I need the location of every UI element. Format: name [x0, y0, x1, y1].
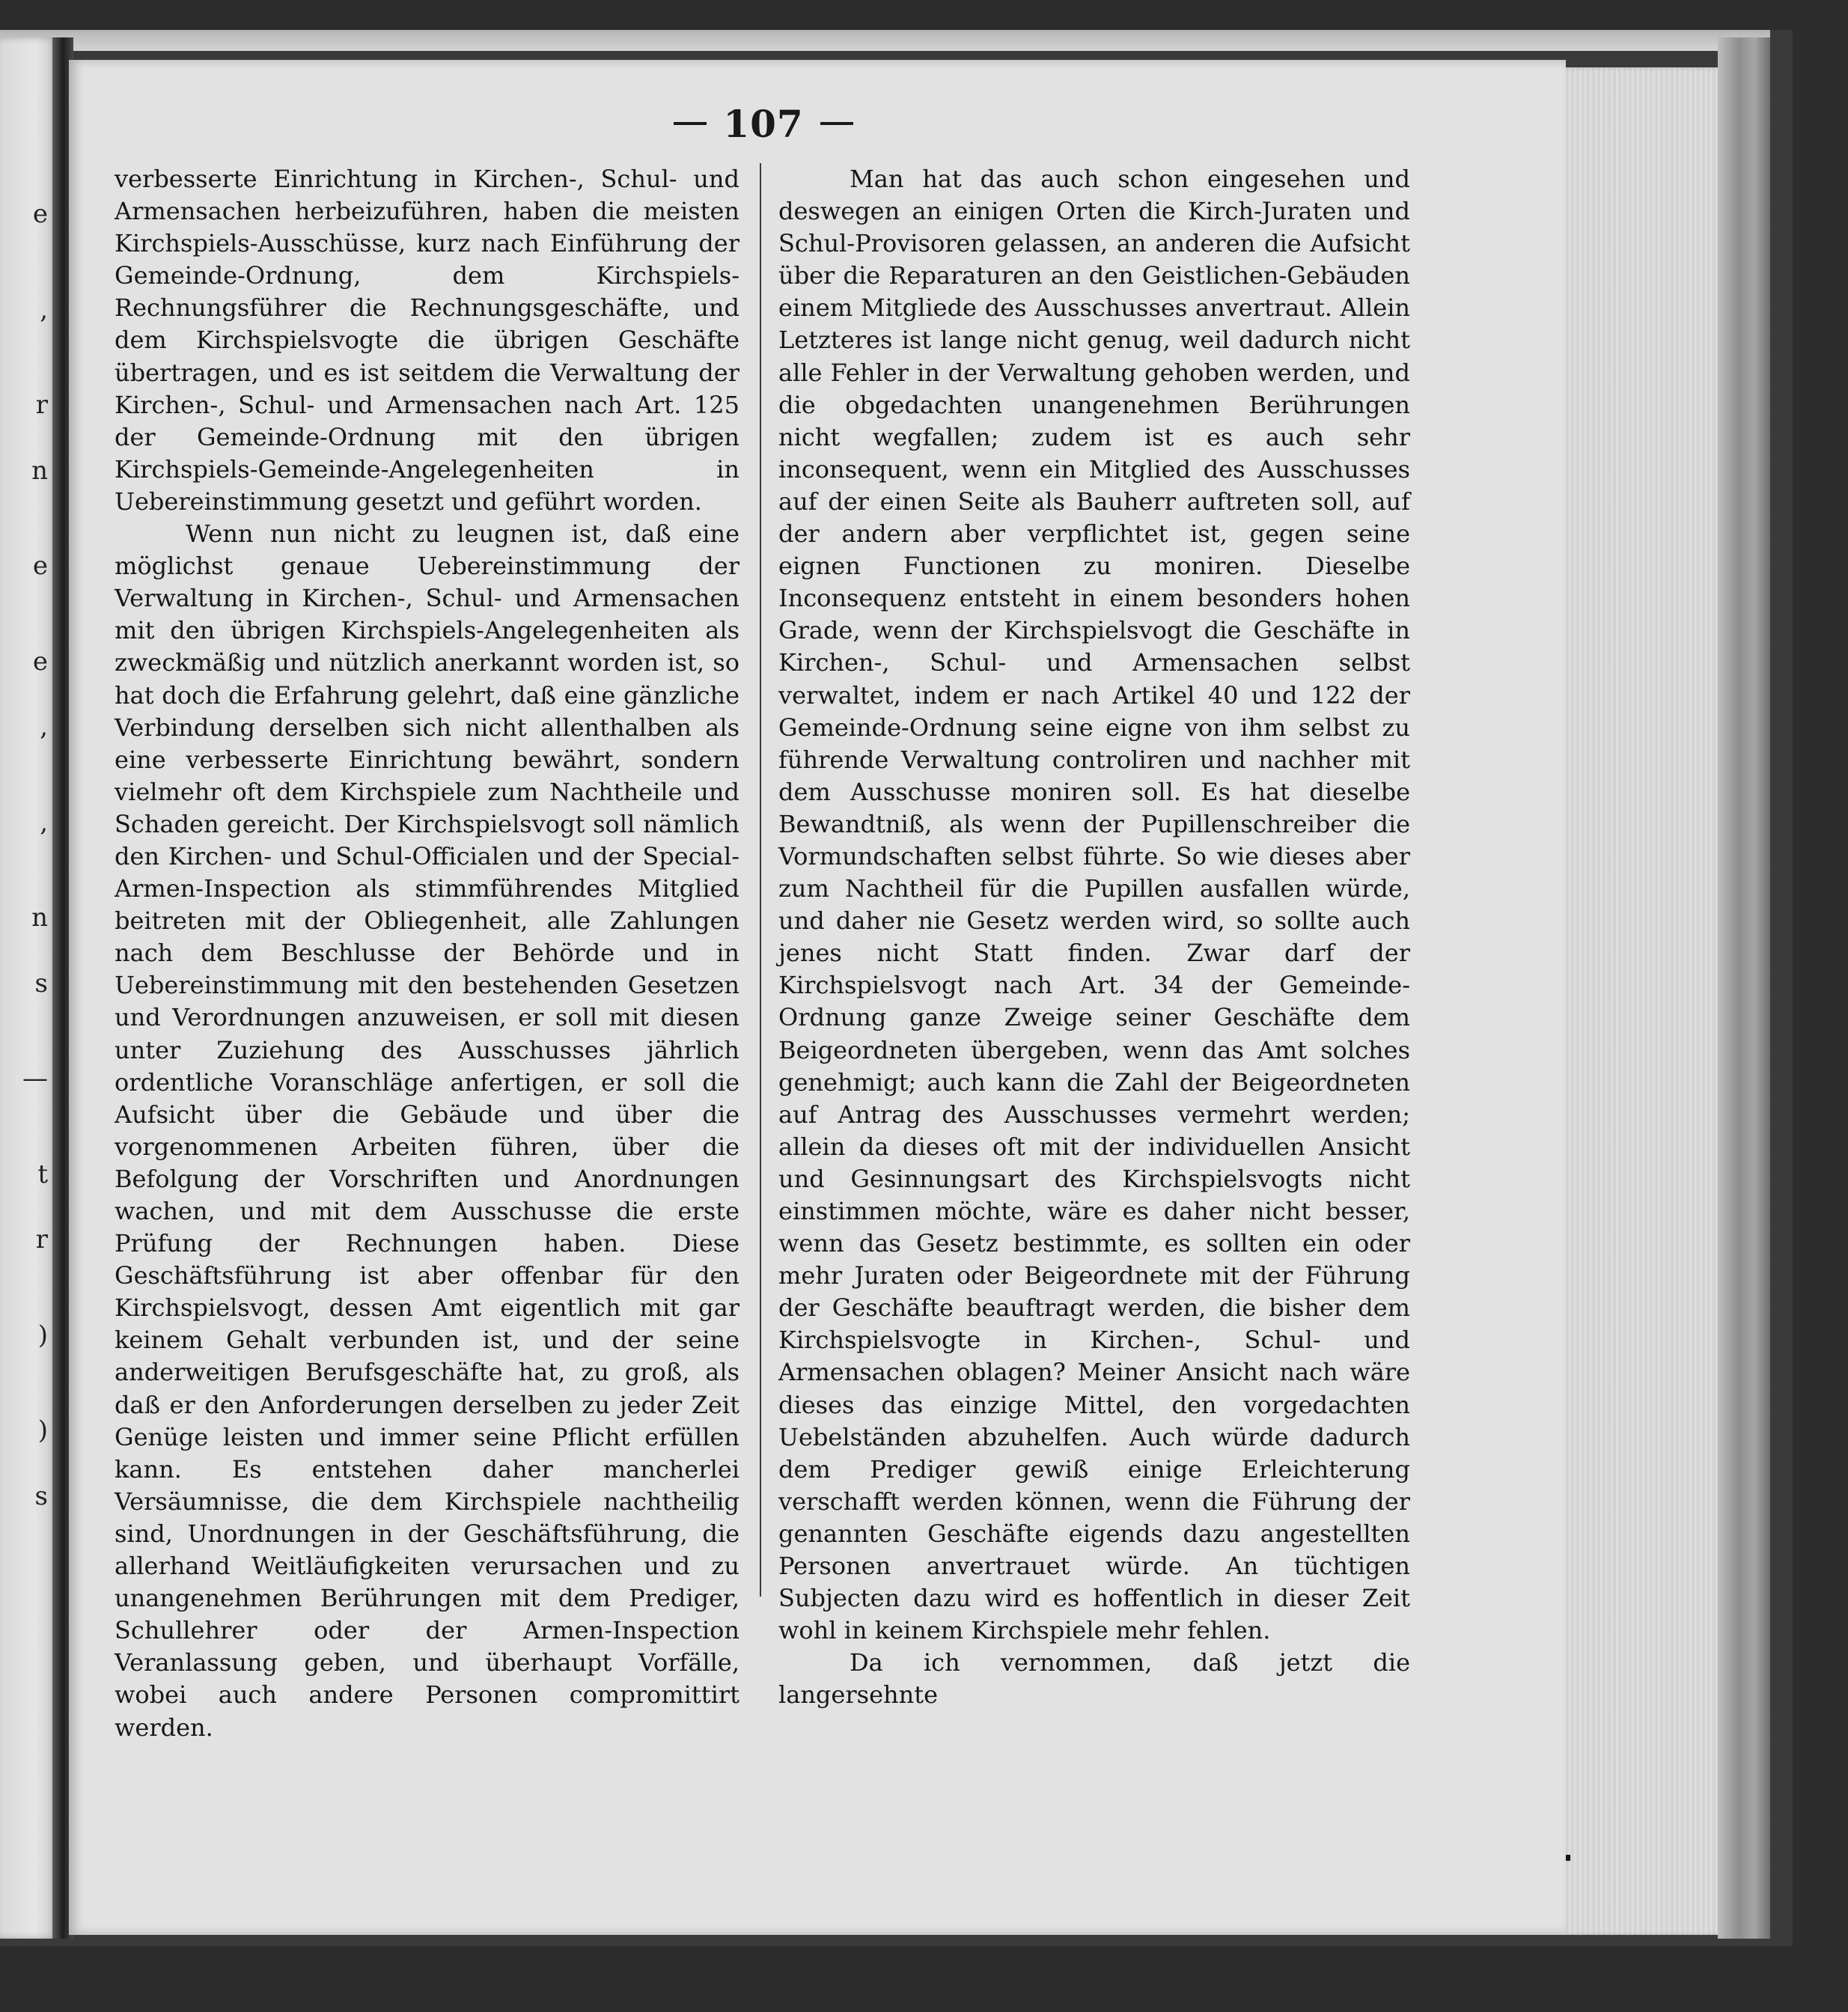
paragraph: Da ich vernommen, daß jetzt die langersehnte: [778, 1648, 1410, 1710]
page-block-edges: [1561, 67, 1722, 1935]
left-column: [115, 163, 739, 1744]
page-header: [651, 101, 876, 146]
margin-char: e: [32, 199, 48, 229]
margin-char: r: [35, 1225, 48, 1255]
left-page-line-endings: [10, 198, 48, 1576]
right-column: [778, 163, 1410, 1712]
margin-char: n: [31, 455, 48, 486]
header-dash-right: [820, 122, 853, 125]
margin-char: e: [32, 646, 48, 677]
margin-char: ,: [40, 807, 48, 838]
book-cover-right-edge: [1718, 37, 1770, 1939]
margin-char: s: [34, 968, 48, 999]
paragraph: verbesserte Einrichtung in Kirchen-, Schul- und Armensachen herbeizuführen, haben die meisten Kirchspiels-Ausschüsse, kurz nach Einführung der Gemeinde-Ordnung, dem Kirchspiels-Rechnungsführer die Rechnungsgeschäfte, und dem Kirchspielsvogte die übrigen Geschäfte übertragen, und es ist seitdem die Verwaltung der Kirchen-, Schul- und Armensachen nach Art. 125 der Gemeinde-Ordnung mit den übrigen Kirchspiels-Gemeinde-Angelegenheiten in Uebereinstimmung gesetzt und geführt worden.: [115, 165, 739, 516]
book-cover-top-edge: [0, 30, 1770, 51]
margin-char: ,: [40, 712, 48, 742]
left-page-edge: [0, 37, 58, 1939]
margin-char: ): [37, 1415, 48, 1445]
margin-char: ,: [40, 294, 48, 325]
margin-char: s: [34, 1481, 48, 1511]
margin-char: e: [32, 551, 48, 581]
margin-char: —: [22, 1064, 48, 1094]
paragraph: Wenn nun nicht zu leugnen ist, daß eine möglichst genaue Uebereinstimmung der Verwaltung in Kirchen-, Schul- und Armensachen mit den übrigen Kirchspiels-Angelegenheiten als zweckmäßig und nützlich anerkannt worden ist, so hat doch die Erfahrung gelehrt, daß eine gänzliche Verbindung derselben sich nicht allenthalben als eine verbesserte Einrichtung bewährt, sondern vielmehr oft dem Kirchspiele zum Nachtheile und Schaden gereicht. Der Kirchspielsvogt soll nämlich den Kirchen- und Schul-Officialen und der Special-Armen-Inspection als stimmführendes Mitglied beitreten mit der Obliegenheit, alle Zahlungen nach dem Beschlusse der Behörde und in Uebereinstimmung mit den bestehenden Gesetzen und Verordnungen anzuweisen, er soll mit diesen unter Zuziehung des Ausschusses jährlich ordentliche Voranschläge anfertigen, er soll die Aufsicht über die Gebäude und über die vorgenommenen Arbeiten führen, über die Befolgung der Vorschriften und Anordnungen wachen, und mit dem Ausschusse die erste Prüfung der Rechnungen haben. Diese Geschäftsführung ist aber offenbar für den Kirchspielsvogt, dessen Amt eigentlich mit gar keinem Gehalt verbunden ist, und der seine anderweitigen Berufsgeschäfte hat, zu groß, als daß er den Anforderungen derselben zu jeder Zeit Genüge leisten und immer seine Pflicht erfüllen kann. Es entstehen daher mancherlei Versäumnisse, die dem Kirchspiele nachtheilig sind, Unordnungen in der Geschäftsführung, die allerhand Weitläufigkeiten verursachen und zu unangenehmen Berührungen mit dem Prediger, Schullehrer oder der Armen-Inspection Veranlassung geben, und überhaupt Vorfälle, wobei auch andere Personen compromittirt werden.: [115, 519, 739, 1742]
margin-char: ): [37, 1320, 48, 1350]
margin-char: t: [37, 1159, 48, 1189]
header-dash-left: [674, 122, 707, 125]
page-number: 107: [723, 101, 804, 146]
paragraph: Man hat das auch schon eingesehen und deswegen an einigen Orten die Kirch-Juraten und Schul-Provisoren gelassen, an anderen die Aufsicht über die Reparaturen an den Geistlichen-Gebäuden einem Mitgliede des Ausschusses anvertraut. Allein Letzteres ist lange nicht genug, weil dadurch nicht alle Fehler in der Verwaltung gehoben werden, und die obgedachten unangenehmen Berührungen nicht wegfallen; zudem ist es auch sehr inconsequent, wenn ein Mitglied des Ausschusses auf der einen Seite als Bauherr auftreten soll, auf der andern aber verpflichtet ist, gegen seine eignen Functionen zu moniren. Dieselbe Inconsequenz entsteht in einem besonders hohen Grade, wenn der Kirchspielsvogt die Geschäfte in Kirchen-, Schul- und Armensachen selbst verwaltet, indem er nach Artikel 40 und 122 der Gemeinde-Ordnung seine eigne von ihm selbst zu führende Verwaltung controliren und nachher mit dem Ausschusse moniren soll. Es hat dieselbe Bewandtniß, als wenn der Pupillenschreiber die Vormundschaften selbst führte. So wie dieses aber zum Nachtheil für die Pupillen ausfallen würde, und daher nie Gesetz werden wird, so sollte auch jenes nicht Statt finden. Zwar darf der Kirchspielsvogt nach Art. 34 der Gemeinde-Ordnung ganze Zweige seiner Geschäfte dem Beigeordneten übergeben, wenn das Amt solches genehmigt; auch kann die Zahl der Beigeordneten auf Antrag des Ausschusses vermehrt werden; allein da dieses oft mit der individuellen Ansicht und Gesinnungsart des Kirchspielsvogts nicht einstimmen möchte, wäre es daher nicht besser, wenn das Gesetz bestimmte, es sollten ein oder mehr Juraten oder Beigeordnete mit der Führung der Geschäfte beauftragt werden, die bisher dem Kirchspielsvogte in Kirchen-, Schul- und Armensachen oblagen? Meiner Ansicht nach wäre dieses das einzige Mittel, den vorgedachten Uebelständen abzuhelfen. Auch würde dadurch dem Prediger gewiß einige Erleichterung verschafft werden können, wenn die Führung der genannten Geschäfte eigends dazu angestellten Personen anvertrauet würde. An tüchtigen Subjecten dazu wird es hoffentlich in dieser Zeit wohl in keinem Kirchspiele mehr fehlen.: [778, 165, 1410, 1645]
margin-char: r: [35, 390, 48, 420]
column-divider: [760, 163, 761, 1597]
margin-char: n: [31, 903, 48, 933]
